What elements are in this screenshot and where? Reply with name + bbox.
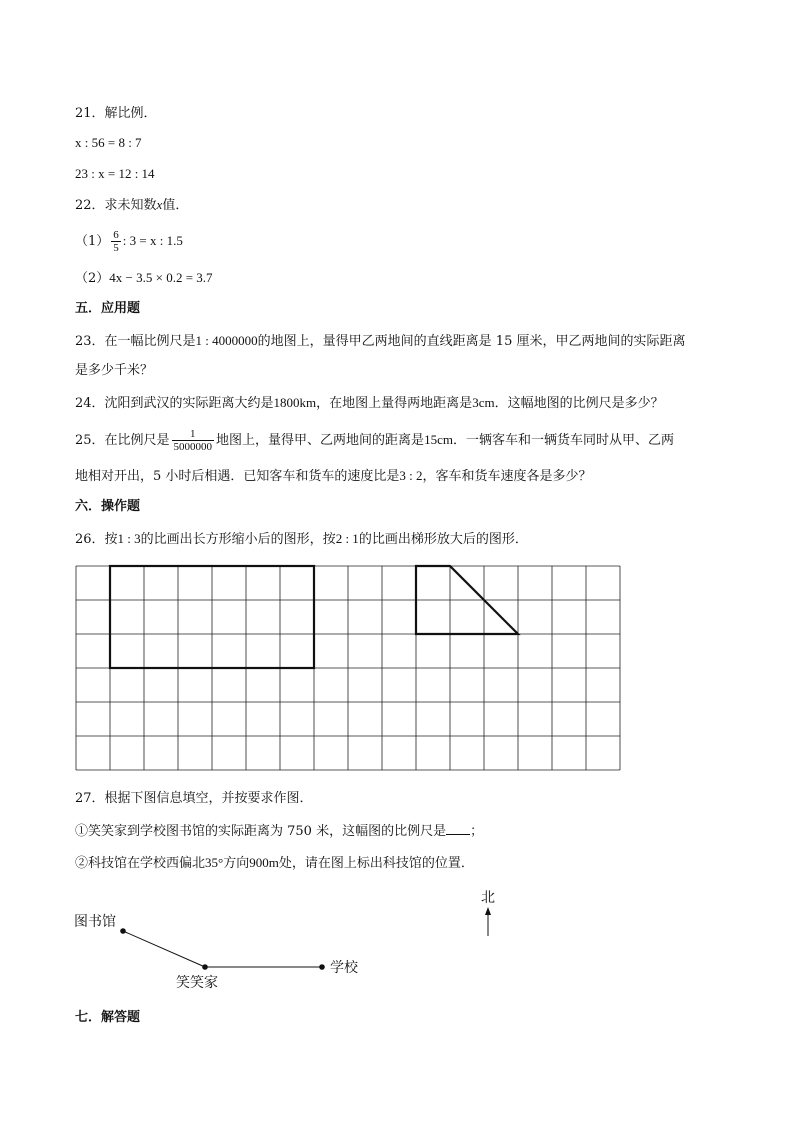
grid-figure	[70, 560, 630, 775]
q23-line-2: 是多少千米？	[75, 363, 154, 378]
point-library	[120, 928, 126, 934]
q21-title: 21．解比例．	[75, 106, 157, 121]
q21-equation-2: 23 : x = 12 : 14	[75, 166, 155, 181]
q27-title: 27．根据下图信息填空，并按要求作图．	[75, 791, 313, 806]
label-school: 学校	[330, 960, 358, 976]
map-figure	[60, 880, 520, 995]
label-north: 北	[481, 890, 495, 906]
q22-part-1: （1） $\frac{6}{5}$ : 3 = x : 1.5	[75, 229, 183, 254]
section-7-heading: 七．解答题	[75, 1010, 141, 1025]
point-home	[202, 964, 208, 970]
north-arrow-head	[485, 907, 491, 915]
section-6-heading: 六．操作题	[75, 499, 141, 514]
q21-equation-1: x : 56 = 8 : 7	[75, 135, 142, 150]
q22-title: 22．求未知数x值．	[75, 197, 189, 213]
line-library-home	[123, 931, 205, 967]
q27-item-2: ②科技馆在学校西偏北35°方向900m处，请在图上标出科技馆的位置．	[75, 855, 474, 871]
q27-item-1: ①笑笑家到学校图书馆的实际距离为 750 米，这幅图的比例尺是 ；	[75, 821, 483, 842]
label-home: 笑笑家	[176, 975, 218, 991]
q23-line-1: 23．在一幅比例尺是1 : 4000000的地图上，量得甲乙两地间的直线距离是 15 厘米，甲乙两地间的实际距离	[75, 333, 686, 349]
label-library: 图书馆	[74, 914, 116, 930]
q25-line-1: 25．在比例尺是 $\frac{1}{5000000}$ 地图上，量得甲、乙两地间的距离是15cm．一辆客车和一辆货车同时从甲、乙两	[75, 428, 674, 453]
point-school	[319, 964, 325, 970]
q25-line-2: 地相对开出，5 小时后相遇．已知客车和货车的速度比是3 : 2，客车和货车速度各是多少？	[75, 468, 592, 484]
section-5-heading: 五．应用题	[75, 301, 141, 316]
q26-text: 26．按1 : 3的比画出长方形缩小后的图形，按2 : 1的比画出梯形放大后的图形．	[75, 531, 528, 547]
q24-text: 24．沈阳到武汉的实际距离大约是1800km，在地图上量得两地距离是3cm．这幅地图的比例尺是多少？	[75, 395, 664, 411]
q22-part-2: （2）4x − 3.5 × 0.2 = 3.7	[75, 270, 213, 286]
north-arrow	[474, 885, 504, 940]
answer-blank[interactable]	[446, 821, 470, 835]
